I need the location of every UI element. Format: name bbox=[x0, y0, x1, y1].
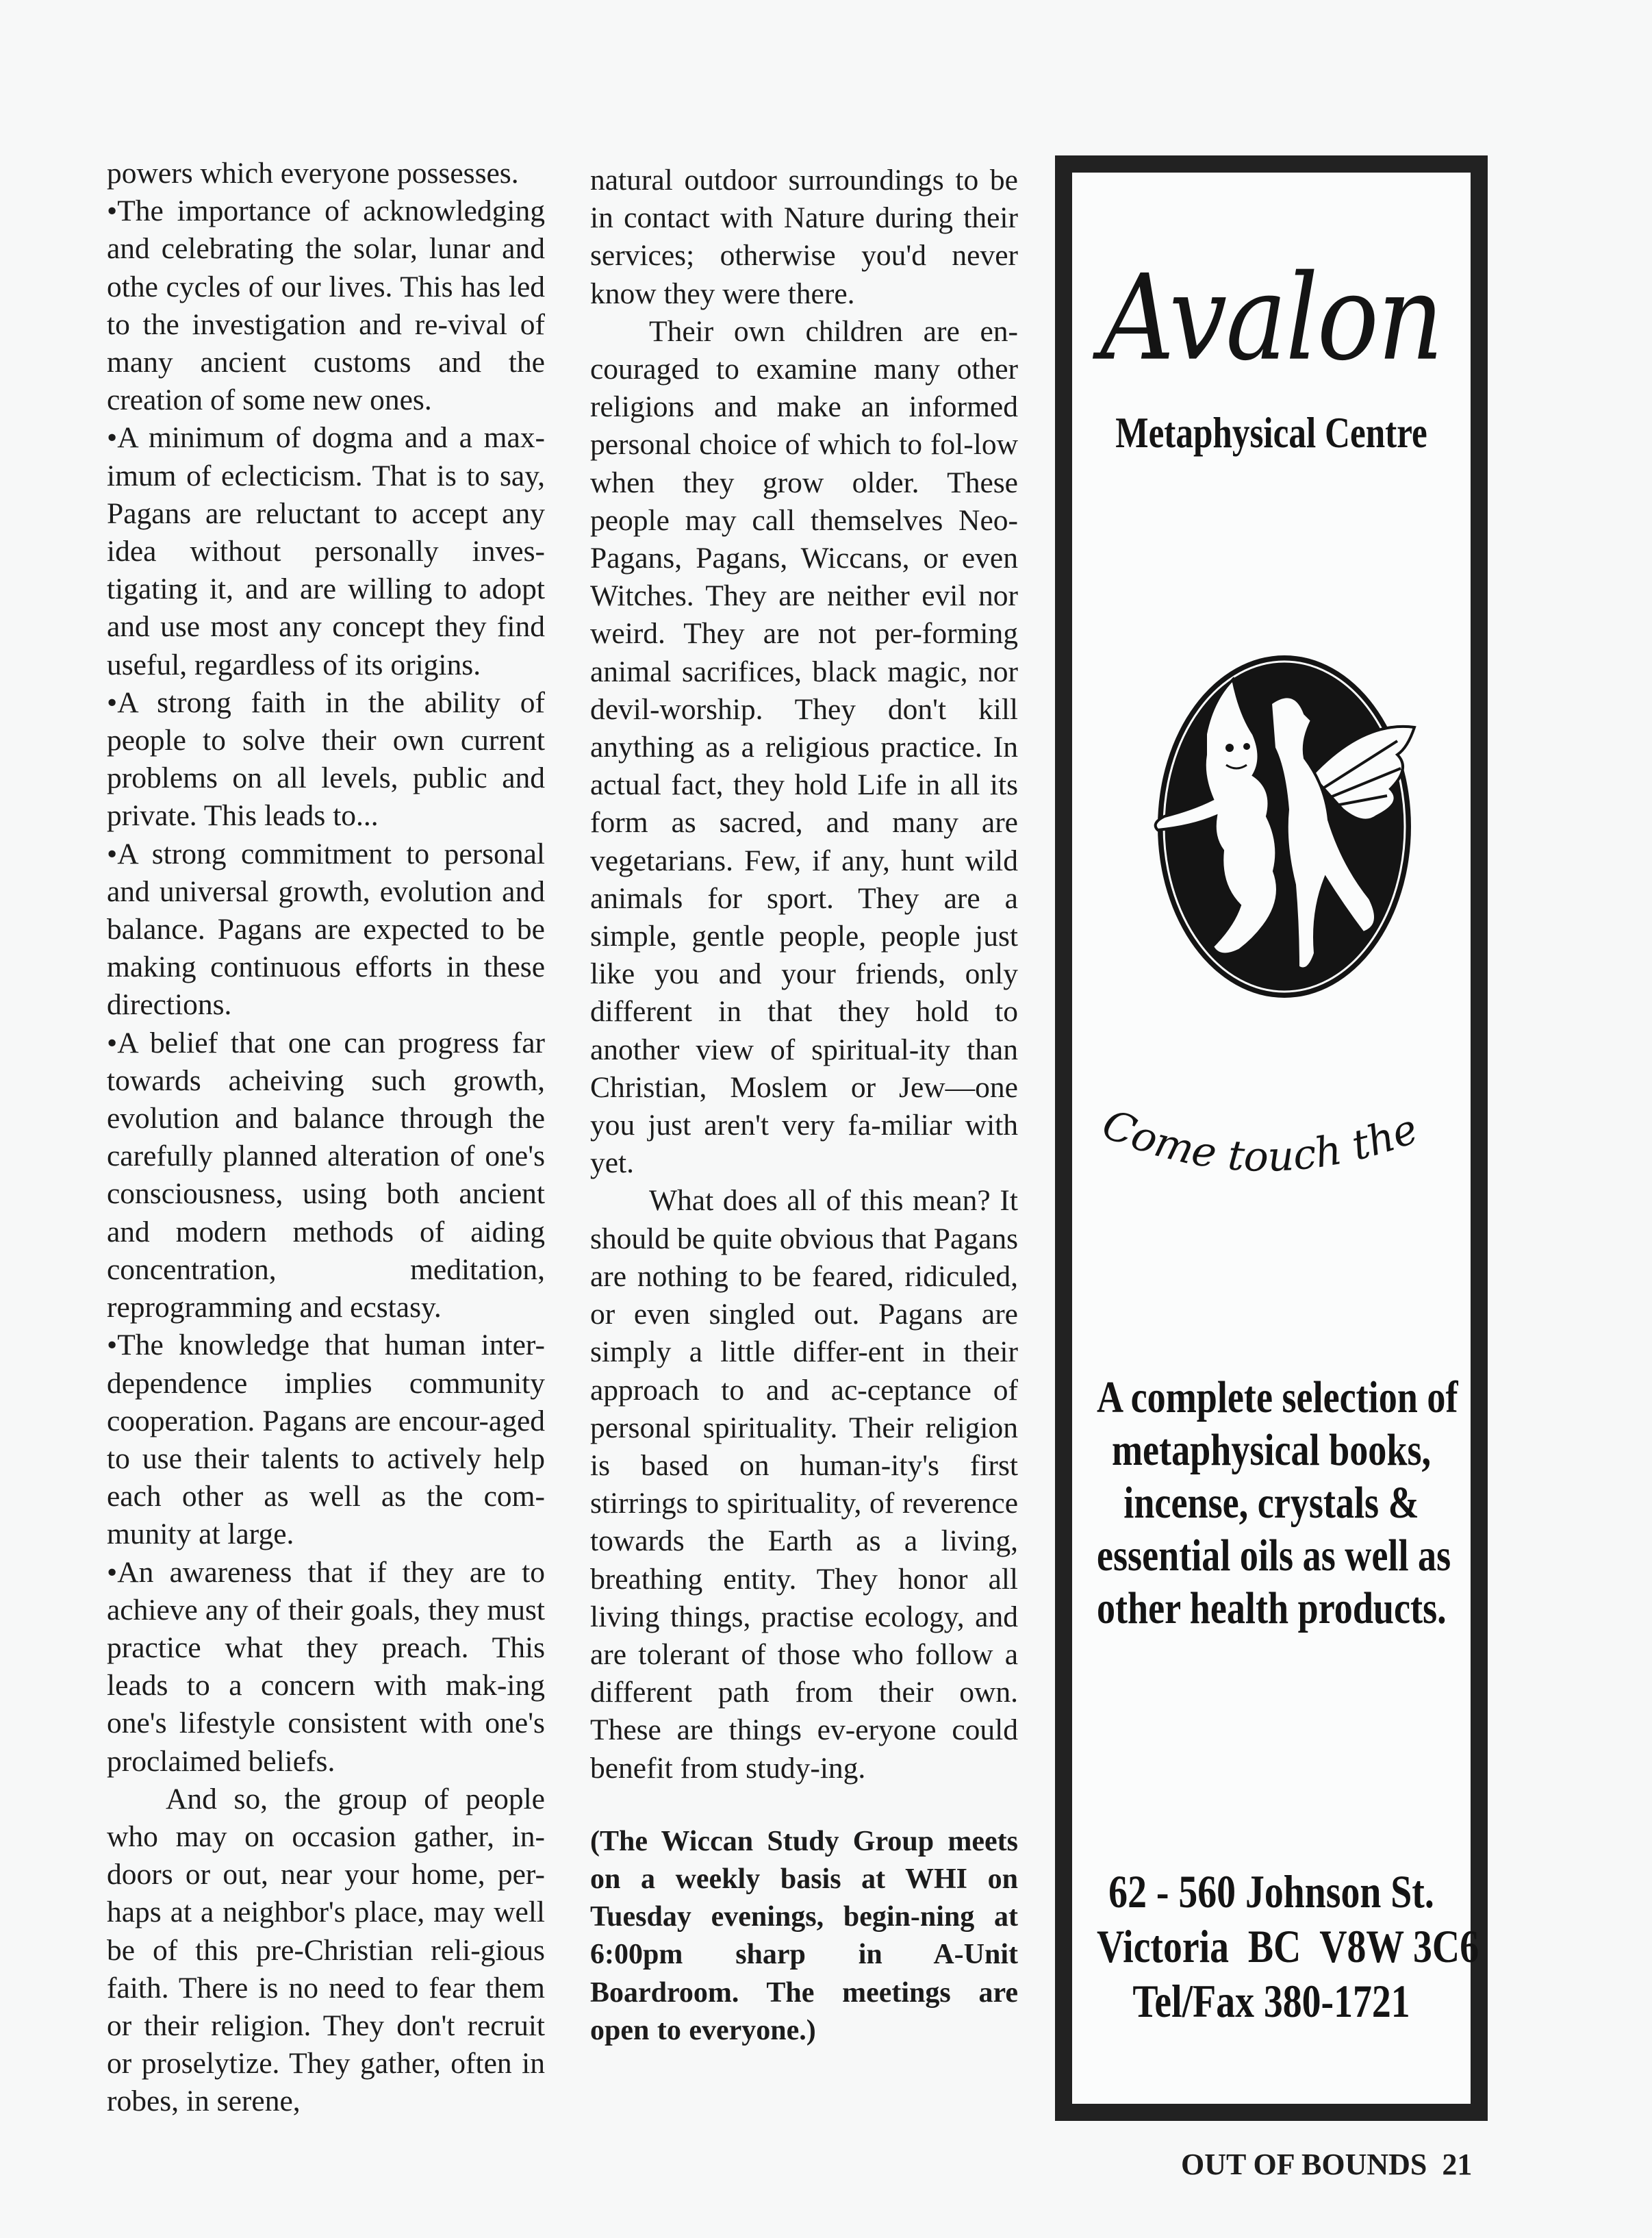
study-group-note: (The Wiccan Study Group meets on a weekly basis at WHI on Tuesday evenings, begin-ning at 6:00pm sharp in A-Unit Boardroom. The meetings are open to everyone.) bbox=[590, 1825, 1018, 2046]
ad-tagline bbox=[1072, 1107, 1471, 1210]
ad-address bbox=[1096, 1864, 1479, 2028]
page-footer bbox=[1181, 2147, 1472, 2182]
ad-street: 62 - 560 Johnson St. bbox=[1108, 1865, 1434, 1918]
publication-name: OUT OF BOUNDS bbox=[1181, 2148, 1427, 2181]
ad-logo-name: Avalon bbox=[1100, 249, 1443, 388]
fairy-and-elf-oval-icon bbox=[1137, 638, 1425, 1008]
ad-blurb-line: other health products. bbox=[1096, 1583, 1447, 1633]
paragraph: Their own children are en-couraged to examine many other religions and make an informed personal choice of which to fol-low when they grow older. These people may call themselves Neo-Pagans, Pagans, Wiccans, or even Witches. They are neither evil nor weird. They are not per-forming animal sacrifices, black magic, nor devil-worship. They don't kill anything as a religious practice. In actual fact, they hold Life in all its form as sacred, and many are vegetarians. Few, if any, hunt wild animals for sport. They are a simple, gentle people, people just like you and your friends, only different in that they hold to another view of spiritual-ity than Christian, Moslem or Jew—one you just aren't very fa-miliar with yet. bbox=[590, 314, 1018, 1180]
ad-blurb bbox=[1096, 1371, 1458, 1635]
paragraph: And so, the group of people who may on occasion gather, in-doors or out, near your home, per-haps at a neighbor's place, may well be of this pre-Christian reli-gious faith. There is no need to fear them or their religion. They don't recruit or proselytize. They gather, often in robes, in serene, bbox=[107, 1782, 545, 2118]
article-column-1 bbox=[107, 155, 545, 2121]
bullet-paragraph: •A strong commitment to personal and universal growth, evolution and balance. Pagans are expected to be making continuous efforts in these directions. bbox=[107, 837, 545, 1022]
bullet-paragraph: •An awareness that if they are to achieve any of their goals, they must practice what they preach. This leads to a concern with mak-ing one's lifestyle consistent with one's proclaimed beliefs. bbox=[107, 1555, 545, 1778]
bullet-paragraph: •A belief that one can progress far towards acheiving such growth, evolution and balance through the carefully planned alteration of one's consciousness, using both ancient and modern methods of aiding concentration, meditation, reprogramming and ecstasy. bbox=[107, 1026, 545, 1324]
bullet-paragraph: •A minimum of dogma and a max-imum of eclecticism. That is to say, Pagans are reluctant to accept any idea without personally inves-tigating it, and are willing to adopt and use most any concept they find useful, regardless of its origins. bbox=[107, 421, 545, 681]
bullet-paragraph: •The knowledge that human inter-dependence implies community cooperation. Pagans are encour-aged to use their talents to actively help each other as well as the com-munity at large. bbox=[107, 1329, 545, 1551]
bullet-paragraph: •A strong faith in the ability of people to solve their own current problems on all levels, public and private. This leads to... bbox=[107, 686, 545, 833]
ad-city: Victoria BC V8W 3C6 bbox=[1096, 1920, 1479, 1972]
ad-blurb-line: essential oils as well as bbox=[1096, 1531, 1451, 1581]
article-column-2 bbox=[590, 162, 1018, 2050]
bullet-paragraph: •The importance of acknowledging and celebrating the solar, lunar and othe cycles of our lives. This has led to the investigation and re-vival of many ancient customs and the creation of some new ones. bbox=[107, 194, 545, 417]
avalon-advertisement bbox=[1055, 155, 1488, 2121]
ad-blurb-line: incense, crystals & bbox=[1123, 1478, 1419, 1528]
ad-tagline-text: Come touch the bbox=[1095, 1107, 1425, 1181]
paragraph: powers which everyone possesses. bbox=[107, 157, 519, 190]
page-number: 21 bbox=[1442, 2148, 1473, 2181]
ad-blurb-line: metaphysical books, bbox=[1111, 1425, 1432, 1475]
paragraph: What does all of this mean? It should be quite obvious that Pagans are nothing to be feared, ridiculed, or even singled out. Pagans are simply a little differ-ent in their approach to and ac-ceptance of personal spirituality. Their religion is based on human-ity's first stirrings to spirituality, of reverence towards the Earth as a living, breathing entity. They honor all living things, practise ecology, and are tolerant of those who follow a different path from their own. These are things ev-eryone could benefit from study-ing. bbox=[590, 1184, 1018, 1785]
ad-blurb-line: A complete selection of bbox=[1096, 1372, 1458, 1422]
paragraph: natural outdoor surroundings to be in contact with Nature during their services; otherwise you'd never know they were there. bbox=[590, 164, 1018, 310]
ad-subtitle: Metaphysical Centre bbox=[1115, 408, 1427, 457]
ad-phone: Tel/Fax 380-1721 bbox=[1132, 1975, 1410, 2027]
